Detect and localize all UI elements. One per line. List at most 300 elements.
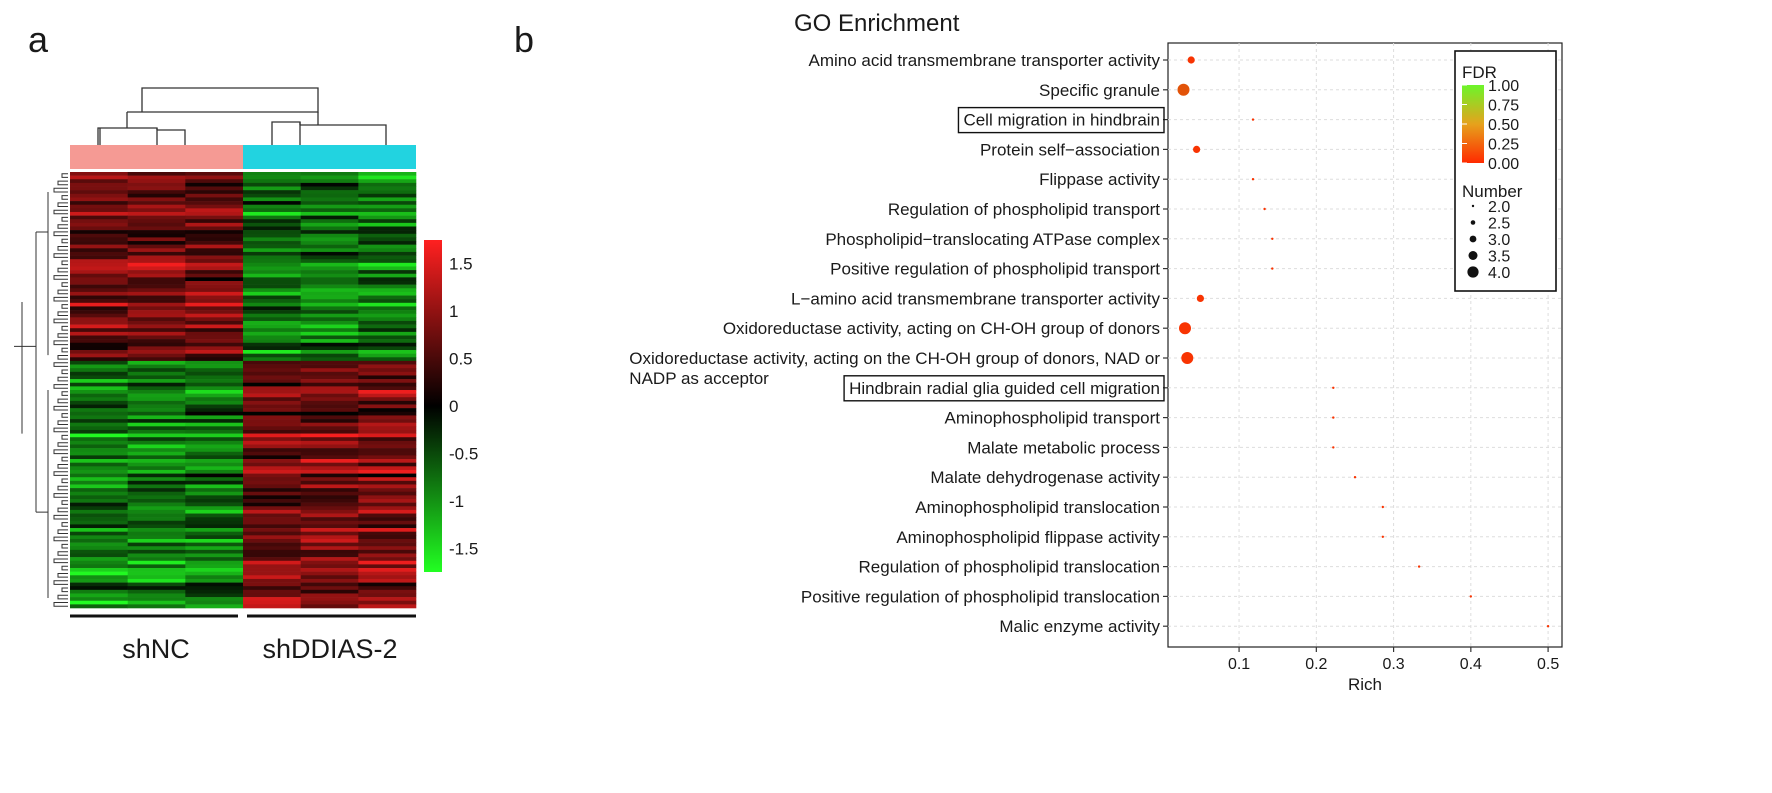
heatmap-cell xyxy=(128,205,186,209)
heatmap-cell xyxy=(70,183,128,187)
heatmap-cell xyxy=(185,459,243,463)
heatmap-cell xyxy=(301,368,359,372)
heatmap-cell xyxy=(185,245,243,249)
heatmap-cell xyxy=(243,590,301,594)
heatmap-cell xyxy=(70,405,128,409)
heatmap-cell xyxy=(301,183,359,187)
heatmap-cell xyxy=(301,288,359,292)
heatmap-cell xyxy=(128,317,186,321)
data-point xyxy=(1181,352,1193,364)
heatmap-cell xyxy=(185,528,243,532)
group-label-shddias: shDDIAS-2 xyxy=(262,634,398,664)
heatmap-cell xyxy=(358,397,416,401)
heatmap-cell xyxy=(70,575,128,579)
heatmap-cell xyxy=(301,314,359,318)
x-tick-label: 0.4 xyxy=(1459,656,1482,673)
heatmap-cell xyxy=(70,266,128,270)
heatmap-cell xyxy=(185,187,243,191)
heatmap-cell xyxy=(243,484,301,488)
heatmap-cell xyxy=(185,372,243,376)
legend-number-dot xyxy=(1467,266,1478,277)
heatmap-cell xyxy=(185,234,243,238)
heatmap-cell xyxy=(243,561,301,565)
heatmap-cell xyxy=(243,419,301,423)
heatmap-cell xyxy=(243,448,301,452)
heatmap-cell xyxy=(128,550,186,554)
heatmap-cell xyxy=(358,274,416,278)
heatmap-cell xyxy=(128,248,186,252)
heatmap-cell xyxy=(128,470,186,474)
heatmap-cell xyxy=(70,466,128,470)
heatmap-cell xyxy=(70,379,128,383)
heatmap-cell xyxy=(185,510,243,514)
heatmap-cell xyxy=(358,546,416,550)
heatmap-cell xyxy=(128,179,186,183)
heatmap-cell xyxy=(358,343,416,347)
heatmap-cell xyxy=(128,514,186,518)
chart-title: GO Enrichment xyxy=(794,10,960,37)
heatmap-cell xyxy=(243,557,301,561)
heatmap-cell xyxy=(185,259,243,263)
heatmap-cell xyxy=(185,397,243,401)
heatmap-cell xyxy=(70,415,128,419)
heatmap-cell xyxy=(301,263,359,267)
legend-fdr-tick-label: 1.00 xyxy=(1488,78,1520,95)
heatmap-cell xyxy=(301,568,359,572)
heatmap-cell xyxy=(301,256,359,260)
legend xyxy=(1455,51,1556,291)
heatmap-cell xyxy=(185,554,243,558)
heatmap-cell xyxy=(70,528,128,532)
heatmap-cell xyxy=(70,601,128,605)
heatmap-cell xyxy=(358,208,416,212)
heatmap-cell xyxy=(70,281,128,285)
heatmap-cell xyxy=(128,372,186,376)
heatmap-cell xyxy=(358,212,416,216)
heatmap-cell xyxy=(128,256,186,260)
heatmap-cell xyxy=(358,459,416,463)
heatmap-cell xyxy=(301,219,359,223)
term-label: Regulation of phospholipid transport xyxy=(887,200,1160,219)
x-axis-ticks xyxy=(1228,647,1559,673)
heatmap-cell xyxy=(243,317,301,321)
heatmap-cell xyxy=(185,285,243,289)
heatmap-cell xyxy=(301,510,359,514)
heatmap-cell xyxy=(301,230,359,234)
heatmap-cell xyxy=(358,601,416,605)
heatmap-cell xyxy=(128,448,186,452)
heatmap-cell xyxy=(243,354,301,358)
heatmap-cell xyxy=(70,430,128,434)
heatmap-cell xyxy=(243,579,301,583)
heatmap-cell xyxy=(301,604,359,608)
heatmap-cell xyxy=(301,285,359,289)
heatmap-cell xyxy=(128,583,186,587)
heatmap-cell xyxy=(128,426,186,430)
heatmap-cell xyxy=(301,350,359,354)
heatmap-cell xyxy=(70,543,128,547)
x-axis-label: Rich xyxy=(1347,675,1383,694)
term-label: Malate metabolic process xyxy=(967,438,1160,458)
heatmap-cell xyxy=(358,579,416,583)
heatmap-cell xyxy=(128,357,186,361)
heatmap-cell xyxy=(243,281,301,285)
heatmap-cell xyxy=(185,227,243,231)
heatmap-cell xyxy=(185,604,243,608)
heatmap-cell xyxy=(185,303,243,307)
heatmap-cell xyxy=(70,328,128,332)
heatmap-cell xyxy=(185,306,243,310)
data-point xyxy=(1193,146,1200,153)
heatmap-cell xyxy=(70,492,128,496)
heatmap-cell xyxy=(358,172,416,176)
heatmap-cell xyxy=(128,575,186,579)
heatmap-cell xyxy=(301,277,359,281)
legend-number-label: 2.0 xyxy=(1488,199,1511,216)
heatmap-cell xyxy=(358,437,416,441)
heatmap-cell xyxy=(301,245,359,249)
heatmap-cell xyxy=(358,423,416,427)
colorbar-tick-label: -1 xyxy=(449,491,465,511)
heatmap-cell xyxy=(358,317,416,321)
heatmap-cell xyxy=(70,339,128,343)
heatmap-cell xyxy=(185,521,243,525)
heatmap-cell xyxy=(70,481,128,485)
heatmap-cell xyxy=(358,488,416,492)
heatmap-cell xyxy=(128,230,186,234)
heatmap-cell xyxy=(358,241,416,245)
heatmap-cell xyxy=(185,535,243,539)
heatmap-cell xyxy=(243,470,301,474)
heatmap-cell xyxy=(301,415,359,419)
heatmap-cell xyxy=(301,601,359,605)
heatmap-cell xyxy=(70,386,128,390)
heatmap-cell xyxy=(358,383,416,387)
heatmap-cell xyxy=(70,296,128,300)
heatmap-cell xyxy=(243,288,301,292)
heatmap-cell xyxy=(301,495,359,499)
term-label: Aminophospholipid translocation xyxy=(915,498,1160,517)
heatmap-cell xyxy=(185,426,243,430)
heatmap-cell xyxy=(70,401,128,405)
heatmap-cell xyxy=(358,448,416,452)
heatmap-cell xyxy=(185,532,243,536)
heatmap-cell xyxy=(358,288,416,292)
heatmap-cell xyxy=(128,590,186,594)
heatmap-cell xyxy=(128,234,186,238)
heatmap-cell xyxy=(243,532,301,536)
heatmap-cell xyxy=(243,455,301,459)
heatmap-cell xyxy=(301,434,359,438)
heatmap-cell xyxy=(301,474,359,478)
heatmap-cells xyxy=(70,172,416,608)
heatmap-cell xyxy=(301,379,359,383)
heatmap-cell xyxy=(128,241,186,245)
heatmap-cell xyxy=(70,375,128,379)
heatmap-cell xyxy=(128,564,186,568)
heatmap-cell xyxy=(243,266,301,270)
heatmap-cell xyxy=(185,575,243,579)
heatmap-cell xyxy=(301,452,359,456)
heatmap-cell xyxy=(185,354,243,358)
heatmap-cell xyxy=(128,172,186,176)
heatmap-cell xyxy=(301,401,359,405)
heatmap-cell xyxy=(128,401,186,405)
heatmap-cell xyxy=(128,474,186,478)
heatmap-cell xyxy=(185,219,243,223)
heatmap-cell xyxy=(358,506,416,510)
column-dendrogram xyxy=(98,88,386,145)
heatmap-cell xyxy=(243,270,301,274)
heatmap-cell xyxy=(243,521,301,525)
term-label: Hindbrain radial glia guided cell migration xyxy=(849,378,1160,398)
heatmap-cell xyxy=(70,590,128,594)
heatmap-cell xyxy=(128,274,186,278)
heatmap-cell xyxy=(185,361,243,365)
heatmap-cell xyxy=(243,230,301,234)
heatmap-cell xyxy=(185,296,243,300)
heatmap-cell xyxy=(243,216,301,220)
heatmap-cell xyxy=(70,474,128,478)
heatmap-cell xyxy=(301,394,359,398)
heatmap-cell xyxy=(128,252,186,256)
heatmap-cell xyxy=(301,426,359,430)
heatmap-cell xyxy=(128,201,186,205)
heatmap-cell xyxy=(358,361,416,365)
heatmap-cell xyxy=(128,466,186,470)
heatmap-cell xyxy=(243,328,301,332)
heatmap-cell xyxy=(301,455,359,459)
heatmap-cell xyxy=(128,543,186,547)
heatmap-cell xyxy=(70,306,128,310)
heatmap-cell xyxy=(70,437,128,441)
colorbar-tick-label: 0.5 xyxy=(449,349,473,369)
heatmap-cell xyxy=(128,310,186,314)
heatmap-cell xyxy=(128,604,186,608)
heatmap-cell xyxy=(243,474,301,478)
heatmap-cell xyxy=(128,521,186,525)
heatmap-cell xyxy=(358,201,416,205)
heatmap-cell xyxy=(70,172,128,176)
heatmap-cell xyxy=(70,212,128,216)
heatmap-cell xyxy=(358,270,416,274)
heatmap-cell xyxy=(358,176,416,180)
heatmap-cell xyxy=(301,459,359,463)
heatmap-cell xyxy=(70,583,128,587)
heatmap-cell xyxy=(128,492,186,496)
heatmap-cell xyxy=(70,288,128,292)
heatmap-cell xyxy=(70,572,128,576)
heatmap-cell xyxy=(185,288,243,292)
heatmap-cell xyxy=(185,325,243,329)
heatmap-cell xyxy=(128,586,186,590)
heatmap-cell xyxy=(301,437,359,441)
heatmap-cell xyxy=(243,372,301,376)
heatmap-cell xyxy=(301,223,359,227)
heatmap-cell xyxy=(301,430,359,434)
heatmap-cell xyxy=(128,568,186,572)
heatmap-cell xyxy=(301,266,359,270)
heatmap-cell xyxy=(185,270,243,274)
heatmap-cell xyxy=(358,481,416,485)
heatmap-cell xyxy=(185,463,243,467)
heatmap-cell xyxy=(243,488,301,492)
heatmap-cell xyxy=(185,277,243,281)
heatmap-cell xyxy=(243,285,301,289)
heatmap-cell xyxy=(70,201,128,205)
heatmap-cell xyxy=(243,176,301,180)
heatmap-cell xyxy=(128,430,186,434)
heatmap-cell xyxy=(243,583,301,587)
heatmap-cell xyxy=(301,172,359,176)
heatmap-cell xyxy=(243,194,301,198)
heatmap-cell xyxy=(243,172,301,176)
legend-number-label: 2.5 xyxy=(1488,215,1511,233)
heatmap-cell xyxy=(70,390,128,394)
heatmap-cell xyxy=(243,408,301,412)
heatmap-cell xyxy=(70,270,128,274)
heatmap-cell xyxy=(301,252,359,256)
heatmap-cell xyxy=(301,357,359,361)
heatmap-cell xyxy=(358,503,416,507)
heatmap-cell xyxy=(301,386,359,390)
heatmap-cell xyxy=(358,219,416,223)
heatmap-cell xyxy=(128,394,186,398)
data-point xyxy=(1332,446,1334,448)
heatmap-cell xyxy=(243,495,301,499)
heatmap-cell xyxy=(128,208,186,212)
heatmap-cell xyxy=(70,325,128,329)
heatmap-cell xyxy=(128,423,186,427)
heatmap-cell xyxy=(70,259,128,263)
heatmap-cell xyxy=(70,394,128,398)
heatmap-cell xyxy=(185,256,243,260)
heatmap-cell xyxy=(185,194,243,198)
heatmap-cell xyxy=(185,557,243,561)
heatmap-cell xyxy=(70,230,128,234)
heatmap-cell xyxy=(301,481,359,485)
heatmap-cell xyxy=(128,517,186,521)
heatmap-cell xyxy=(358,223,416,227)
heatmap-cell xyxy=(243,245,301,249)
heatmap-cell xyxy=(301,296,359,300)
heatmap-cell xyxy=(358,405,416,409)
heatmap-cell xyxy=(301,372,359,376)
heatmap-cell xyxy=(128,299,186,303)
heatmap-cell xyxy=(243,564,301,568)
term-label: Specific granule xyxy=(1039,80,1160,100)
heatmap-cell xyxy=(358,495,416,499)
heatmap-cell xyxy=(70,252,128,256)
heatmap-cell xyxy=(301,517,359,521)
heatmap-cell xyxy=(358,557,416,561)
heatmap-cell xyxy=(185,343,243,347)
heatmap-cell xyxy=(358,234,416,238)
heatmap-cell xyxy=(70,194,128,198)
heatmap-cell xyxy=(243,412,301,416)
heatmap-cell xyxy=(70,477,128,481)
heatmap-cell xyxy=(301,419,359,423)
heatmap-cell xyxy=(358,394,416,398)
heatmap-cell xyxy=(243,459,301,463)
heatmap-cell xyxy=(243,343,301,347)
heatmap-cell xyxy=(185,481,243,485)
heatmap-cell xyxy=(301,317,359,321)
legend-fdr-tick-label: 0.00 xyxy=(1488,156,1520,173)
heatmap-cell xyxy=(70,539,128,543)
heatmap-cell xyxy=(70,343,128,347)
heatmap-cell xyxy=(243,256,301,260)
heatmap-cell xyxy=(243,575,301,579)
heatmap-cell xyxy=(358,256,416,260)
heatmap-cell xyxy=(185,408,243,412)
heatmap-cell xyxy=(301,259,359,263)
heatmap-cell xyxy=(70,354,128,358)
heatmap-cell xyxy=(358,183,416,187)
heatmap-cell xyxy=(358,517,416,521)
heatmap-cell xyxy=(301,190,359,194)
heatmap-cell xyxy=(301,532,359,536)
heatmap-cell xyxy=(358,564,416,568)
heatmap-cell xyxy=(70,514,128,518)
heatmap-cell xyxy=(185,506,243,510)
heatmap-cell xyxy=(358,248,416,252)
heatmap-cell xyxy=(358,561,416,565)
heatmap-cell xyxy=(243,539,301,543)
colorbar-tick-label: -1.5 xyxy=(449,539,479,559)
heatmap-cell xyxy=(70,332,128,336)
heatmap-cell xyxy=(185,448,243,452)
heatmap-cell xyxy=(358,415,416,419)
heatmap-cell xyxy=(301,514,359,518)
heatmap-cell xyxy=(185,266,243,270)
group-bar-shnc xyxy=(70,145,243,169)
heatmap-cell xyxy=(185,208,243,212)
heatmap-cell xyxy=(128,437,186,441)
heatmap-cell xyxy=(70,426,128,430)
heatmap-cell xyxy=(128,361,186,365)
heatmap-cell xyxy=(243,252,301,256)
heatmap-cell xyxy=(358,484,416,488)
heatmap-cell xyxy=(301,546,359,550)
heatmap-cell xyxy=(243,517,301,521)
heatmap-cell xyxy=(243,492,301,496)
heatmap-cell xyxy=(185,474,243,478)
heatmap-cell xyxy=(70,336,128,340)
heatmap-cell xyxy=(243,339,301,343)
term-label: Aminophospholipid transport xyxy=(944,408,1160,428)
heatmap-cell xyxy=(358,441,416,445)
heatmap-cell xyxy=(70,277,128,281)
heatmap-cell xyxy=(185,477,243,481)
heatmap-cell xyxy=(185,263,243,267)
heatmap-cell xyxy=(70,216,128,220)
heatmap-cell xyxy=(70,412,128,416)
heatmap-cell xyxy=(70,274,128,278)
heatmap-cell xyxy=(243,212,301,216)
heatmap-cell xyxy=(128,216,186,220)
heatmap-cell xyxy=(185,455,243,459)
heatmap-cell xyxy=(358,285,416,289)
heatmap-cell xyxy=(358,252,416,256)
heatmap-cell xyxy=(128,183,186,187)
heatmap-cell xyxy=(128,488,186,492)
heatmap-cell xyxy=(358,368,416,372)
heatmap-cell xyxy=(128,415,186,419)
heatmap-cell xyxy=(70,299,128,303)
heatmap-cell xyxy=(301,194,359,198)
heatmap-cell xyxy=(70,470,128,474)
